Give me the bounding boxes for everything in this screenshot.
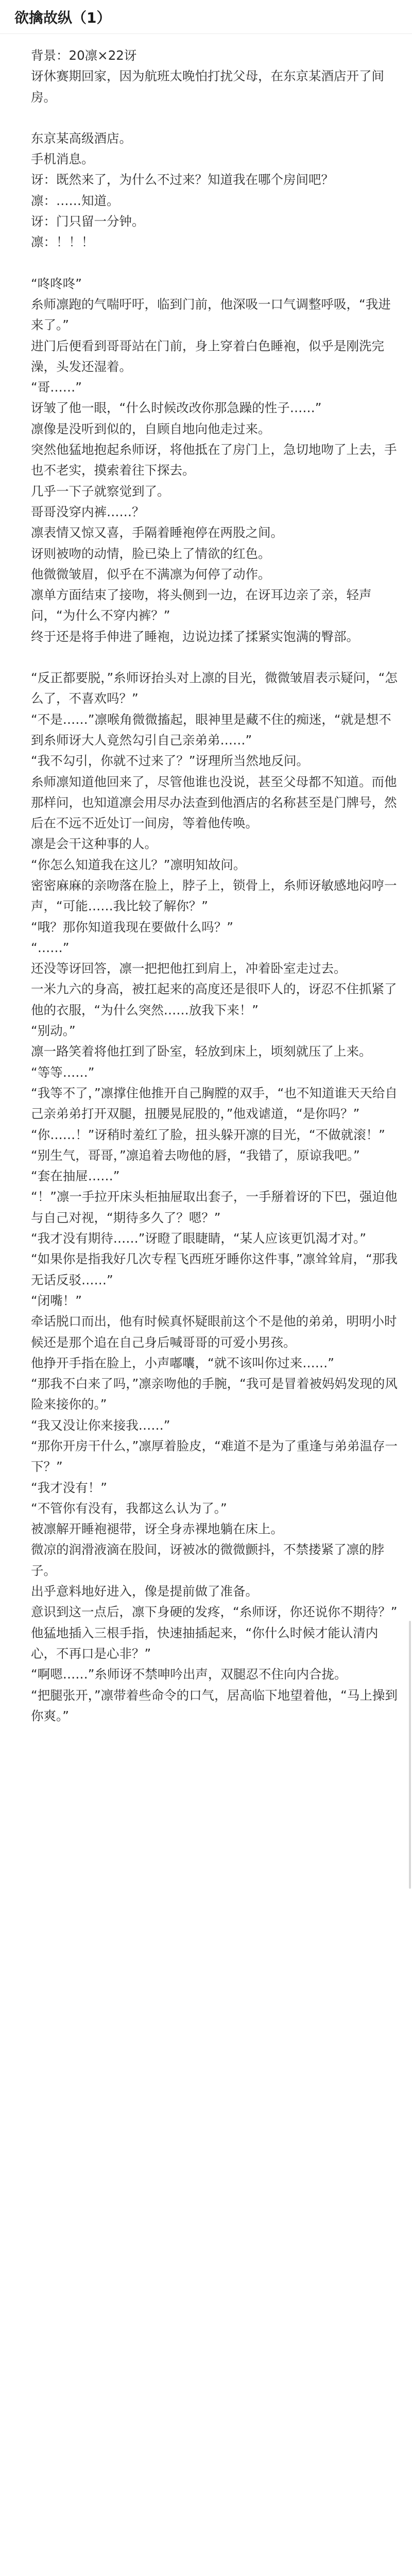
paragraph: 讶休赛期回家，因为航班太晚怕打扰父母，在东京某酒店开了间房。 — [31, 69, 384, 105]
paragraph: 他挣开手指在脸上，小声嘟囔，“就不该叫你过来……” — [31, 1355, 334, 1370]
paragraph: 微凉的润滑液滴在股间，讶被冰的微微颤抖，不禁搂紧了凛的脖子。 — [31, 1542, 384, 1578]
paragraph-gap — [31, 253, 398, 274]
paragraph: 还没等讶回答，凛一把把他扛到肩上，冲着卧室走过去。 — [31, 961, 347, 976]
paragraph: 凛：……知道。 — [31, 193, 119, 208]
paragraph: 凛：！！！ — [31, 234, 94, 250]
paragraph-gap — [31, 647, 398, 668]
paragraph: 意识到这一点后，凛下身硬的发疼，“糸师讶，你还说你不期待？” — [31, 1604, 398, 1620]
paragraph: “反正都要脱，”糸师讶抬头对上凛的目光，微微皱眉表示疑问，“怎么了，不喜欢吗？” — [31, 670, 398, 706]
chapter-header — [0, 0, 412, 34]
paragraph: “咚咚咚” — [31, 276, 82, 291]
chapter-title: 欲擒故纵（1） — [14, 9, 111, 26]
paragraph: “你怎么知道我在这儿？”凛明知故问。 — [31, 857, 246, 872]
paragraph: “不管你有没有，我都这么认为了。” — [31, 1500, 227, 1516]
paragraph: “等等……” — [31, 1064, 95, 1080]
paragraph: 他猛地插入三根手指，快速抽插起来，“你什么时候才能认清内心，不再口是心非？” — [31, 1625, 379, 1661]
paragraph: “闭嘴！” — [31, 1293, 82, 1308]
paragraph: 讶：既然来了，为什么不过来？知道我在哪个房间吧？ — [31, 172, 334, 188]
paragraph: 讶皱了他一眼，“什么时候改改你那急躁的性子……” — [31, 400, 322, 416]
paragraph: “你……！”讶稍时羞红了脸，扭头躲开凛的目光，“不做就滚！” — [31, 1127, 385, 1142]
paragraph: 凛单方面结束了接吻，将头侧到一边，在讶耳边亲了亲，轻声问，“为什么不穿内裤？” — [31, 587, 372, 623]
paragraph: 终于还是将手伸进了睡袍，边说边揉了揉紧实饱满的臀部。 — [31, 629, 359, 644]
paragraph: “我才没有！” — [31, 1480, 107, 1495]
paragraph: 凛一路笑着将他扛到了卧室，轻放到床上，顷刻就压了上来。 — [31, 1044, 372, 1059]
paragraph: 出乎意料地好进入，像是提前做了准备。 — [31, 1584, 258, 1599]
paragraph: 被凛解开睡袍褪带，讶全身赤裸地躺在床上。 — [31, 1521, 283, 1537]
paragraph: 密密麻麻的亲吻落在脸上，脖子上，锁骨上，糸师讶敏感地闷哼一声，“可能……我比较了解你？” — [31, 877, 397, 914]
scrollbar-thumb[interactable] — [409, 1621, 411, 1889]
paragraph: 凛像是没听到似的，自顾自地向他走过来。 — [31, 421, 271, 436]
paragraph: 凛是会干这种事的人。 — [31, 836, 157, 852]
paragraph: “套在抽屉……” — [31, 1168, 120, 1184]
paragraph: “啊嗯……”糸师讶不禁呻吟出声，双腿忍不住向内合拢。 — [31, 1667, 347, 1682]
paragraph: “把腿张开，”凛带着些命令的口气，居高临下地望着他，“马上操到你爽。” — [31, 1687, 398, 1723]
paragraph: 手机消息。 — [31, 151, 94, 167]
paragraph: “如果你是指我好几次专程飞西班牙睡你这件事，”凛耸耸肩，“那我无话反驳……” — [31, 1251, 398, 1287]
paragraph: “！”凛一手拉开床头柜抽屉取出套子，一手掰着讶的下巴，强迫他与自己对视，“期待多久了？嗯？” — [31, 1189, 398, 1225]
paragraph: 进门后便看到哥哥站在门前，身上穿着白色睡袍，似乎是刚洗完澡，头发还湿着。 — [31, 338, 384, 374]
paragraph: “那我不白来了吗，”凛亲吻他的手腕，“我可是冒着被妈妈发现的风险来接你的。” — [31, 1376, 398, 1412]
paragraph: 讶：门只留一分钟。 — [31, 214, 145, 229]
paragraph: 几乎一下子就察觉到了。 — [31, 483, 170, 499]
paragraph: “那你开房干什么，”凛厚着脸皮，“难道不是为了重逢与弟弟温存一下？” — [31, 1438, 398, 1475]
paragraph: 突然他猛地抱起糸师讶，将他抵在了房门上，急切地吻了上去，手也不老实，摸索着往下探去。 — [31, 442, 397, 478]
paragraph: “别动。” — [31, 1023, 76, 1039]
paragraph: 东京某高级酒店。 — [31, 130, 132, 146]
paragraph: “我不勾引，你就不过来了？”讶理所当然地反问。 — [31, 753, 309, 769]
paragraph: 一米九六的身高，被扛起来的高度还是很吓人的，讶忍不住抓紧了他的衣服，“为什么突然……放我下来！” — [31, 981, 397, 1018]
paragraph: “哥……” — [31, 380, 82, 395]
paragraph: 牵话脱口而出，他有时候真怀疑眼前这个不是他的弟弟，明明小时候还是那个追在自己身后喊哥哥的可爱小男孩。 — [31, 1314, 397, 1350]
article-body — [0, 34, 412, 1726]
paragraph: 糸师凛知道他回来了，尽管他谁也没说，甚至父母都不知道。而他那样问，也知道凛会用尽办法查到他酒店的名称甚至是门牌号，然后在不远不近处订一间房，等着他传唤。 — [31, 774, 397, 831]
paragraph: 背景：20凛×22讶 — [31, 48, 137, 63]
paragraph: 糸师凛跑的气喘吁吁，临到门前，他深吸一口气调整呼吸，“我进来了。” — [31, 296, 391, 333]
paragraph: 他微微皱眉，似乎在不满凛为何停了动作。 — [31, 566, 271, 582]
paragraph: “哦？那你知道我现在要做什么吗？” — [31, 919, 233, 935]
paragraph: 讶则被吻的动情，脸已染上了情欲的红色。 — [31, 546, 271, 561]
paragraph: “……” — [31, 940, 70, 955]
paragraph: “不是……”凛喉角微微搐起，眼神里是藏不住的痴迷，“就是想不到糸师讶大人竟然勾引自己亲弟弟……” — [31, 711, 391, 748]
paragraph: “我才没有期待……”讶瞪了眼睫睛，“某人应该更饥渴才对。” — [31, 1231, 367, 1246]
paragraph: “我等不了，”凛撑住他推开自己胸膛的双手，“也不知道谁天天给自己亲弟弟打开双腿，扭腰晃屁股的，”他戏谑道，“是你吗？” — [31, 1085, 398, 1122]
paragraph: “我又没让你来接我……” — [31, 1417, 170, 1433]
paragraph: 凛表情又惊又喜，手隔着睡袍停在两股之间。 — [31, 525, 283, 540]
paragraph: 哥哥没穿内裤……？ — [31, 504, 145, 519]
paragraph-gap — [31, 108, 398, 128]
paragraph: “别生气，哥哥，”凛追着去吻他的唇，“我错了，原谅我吧。” — [31, 1147, 360, 1163]
